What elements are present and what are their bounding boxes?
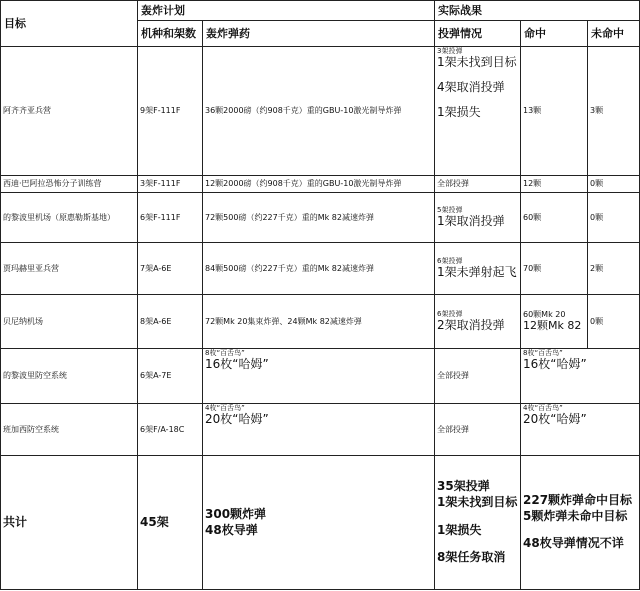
header-row-1 bbox=[1, 1, 640, 21]
bombs-line: 20枚“哈姆” bbox=[205, 412, 269, 427]
cell-aircraft: 6架F/A-18C bbox=[138, 404, 203, 456]
cell-hit bbox=[521, 404, 640, 456]
total-drop-line: 1架损失 bbox=[437, 522, 482, 537]
table-row bbox=[1, 349, 640, 404]
cell-hit: 13颗 bbox=[521, 47, 588, 176]
hit-line: 8枚“百舌鸟” bbox=[523, 349, 563, 357]
total-bombs-line: 300颗炸弹 bbox=[205, 506, 267, 521]
header-drop: 投弹情况 bbox=[435, 21, 521, 47]
total-label: 共计 bbox=[1, 456, 138, 590]
drop-line: 5架投弹 bbox=[437, 205, 463, 214]
table-row bbox=[1, 47, 640, 176]
cell-bombs: 36颗2000磅（约908千克）重的GBU-10激光制导炸弹 bbox=[203, 47, 435, 176]
cell-hit: 60颗 bbox=[521, 193, 588, 243]
bombs-line: 4枚“百舌鸟” bbox=[205, 404, 245, 412]
total-drop bbox=[435, 456, 521, 590]
cell-miss: 0颗 bbox=[588, 295, 640, 349]
cell-hit bbox=[521, 349, 640, 404]
total-result-line: 5颗炸弹未命中目标 bbox=[523, 508, 628, 523]
cell-bombs bbox=[203, 349, 435, 404]
drop-line: 3架投弹 bbox=[437, 47, 463, 55]
header-miss: 未命中 bbox=[588, 21, 640, 47]
cell-bombs: 84颗500磅（约227千克）重的Mk 82减速炸弹 bbox=[203, 243, 435, 295]
header-aircraft: 机种和架数 bbox=[138, 21, 203, 47]
cell-aircraft: 9架F-111F bbox=[138, 47, 203, 176]
total-bombs-line: 48枚导弹 bbox=[205, 522, 258, 537]
cell-hit: 70颗 bbox=[521, 243, 588, 295]
hit-line: 12颗Mk 82 bbox=[523, 319, 582, 333]
total-result-line: 227颗炸弹命中目标 bbox=[523, 493, 633, 508]
header-bombs: 轰炸弹药 bbox=[203, 21, 435, 47]
cell-drop bbox=[435, 193, 521, 243]
cell-target: 的黎波里机场（原惠勒斯基地） bbox=[1, 193, 138, 243]
cell-miss: 3颗 bbox=[588, 47, 640, 176]
drop-line: 4架取消投弹 bbox=[437, 80, 505, 95]
cell-miss: 0颗 bbox=[588, 193, 640, 243]
table-row bbox=[1, 193, 640, 243]
total-bombs bbox=[203, 456, 435, 590]
cell-aircraft: 6架F-111F bbox=[138, 193, 203, 243]
total-row bbox=[1, 456, 640, 590]
cell-miss: 0颗 bbox=[588, 176, 640, 193]
drop-line: 1架取消投弹 bbox=[437, 214, 505, 229]
bombs-line: 8枚“百舌鸟” bbox=[205, 349, 245, 357]
bombs-line: 16枚“哈姆” bbox=[205, 357, 269, 372]
cell-miss: 2颗 bbox=[588, 243, 640, 295]
cell-aircraft: 6架A-7E bbox=[138, 349, 203, 404]
cell-target: 的黎波里防空系统 bbox=[1, 349, 138, 404]
drop-line: 6架投弹 bbox=[437, 309, 463, 318]
cell-drop bbox=[435, 243, 521, 295]
cell-target: 西迪·巴阿拉恐怖分子训练营 bbox=[1, 176, 138, 193]
total-aircraft: 45架 bbox=[138, 456, 203, 590]
table-row bbox=[1, 404, 640, 456]
header-hit: 命中 bbox=[521, 21, 588, 47]
cell-drop: 全部投弹 bbox=[435, 176, 521, 193]
hit-line: 20枚“哈姆” bbox=[523, 412, 587, 427]
hit-line: 16枚“哈姆” bbox=[523, 357, 587, 372]
cell-hit bbox=[521, 295, 588, 349]
cell-bombs bbox=[203, 404, 435, 456]
cell-bombs: 12颗2000磅（约908千克）重的GBU-10激光制导炸弹 bbox=[203, 176, 435, 193]
drop-line: 6架投弹 bbox=[437, 256, 463, 265]
cell-drop: 全部投弹 bbox=[435, 404, 521, 456]
hit-line: 4枚“百舌鸟” bbox=[523, 404, 563, 412]
cell-bombs: 72颗500磅（约227千克）重的Mk 82减速炸弹 bbox=[203, 193, 435, 243]
hit-line: 60颗Mk 20 bbox=[523, 310, 566, 320]
total-drop-line: 1架未找到目标 bbox=[437, 494, 518, 509]
total-drop-line: 8架任务取消 bbox=[437, 550, 506, 565]
cell-target: 贝尼纳机场 bbox=[1, 295, 138, 349]
cell-bombs: 72颗Mk 20集束炸弹、24颗Mk 82减速炸弹 bbox=[203, 295, 435, 349]
drop-line: 2架取消投弹 bbox=[437, 318, 505, 333]
cell-drop bbox=[435, 295, 521, 349]
cell-drop: 全部投弹 bbox=[435, 349, 521, 404]
header-target: 目标 bbox=[1, 1, 138, 47]
cell-hit: 12颗 bbox=[521, 176, 588, 193]
header-plan: 轰炸计划 bbox=[138, 1, 435, 21]
cell-drop bbox=[435, 47, 521, 176]
cell-target: 贾玛赫里亚兵营 bbox=[1, 243, 138, 295]
header-result: 实际战果 bbox=[435, 1, 640, 21]
table-row bbox=[1, 295, 640, 349]
total-result-line: 48枚导弹情况不详 bbox=[523, 536, 624, 551]
cell-aircraft: 8架A-6E bbox=[138, 295, 203, 349]
drop-line: 1架未弹射起飞 bbox=[437, 265, 517, 280]
table-row bbox=[1, 243, 640, 295]
cell-target: 班加西防空系统 bbox=[1, 404, 138, 456]
drop-line: 1架未找到目标 bbox=[437, 55, 517, 70]
cell-aircraft: 7架A-6E bbox=[138, 243, 203, 295]
drop-line: 1架损失 bbox=[437, 105, 481, 120]
table-row bbox=[1, 176, 640, 193]
total-result bbox=[521, 456, 640, 590]
total-drop-line: 35架投弹 bbox=[437, 479, 490, 494]
cell-aircraft: 3架F-111F bbox=[138, 176, 203, 193]
cell-target: 阿齐齐亚兵营 bbox=[1, 47, 138, 176]
